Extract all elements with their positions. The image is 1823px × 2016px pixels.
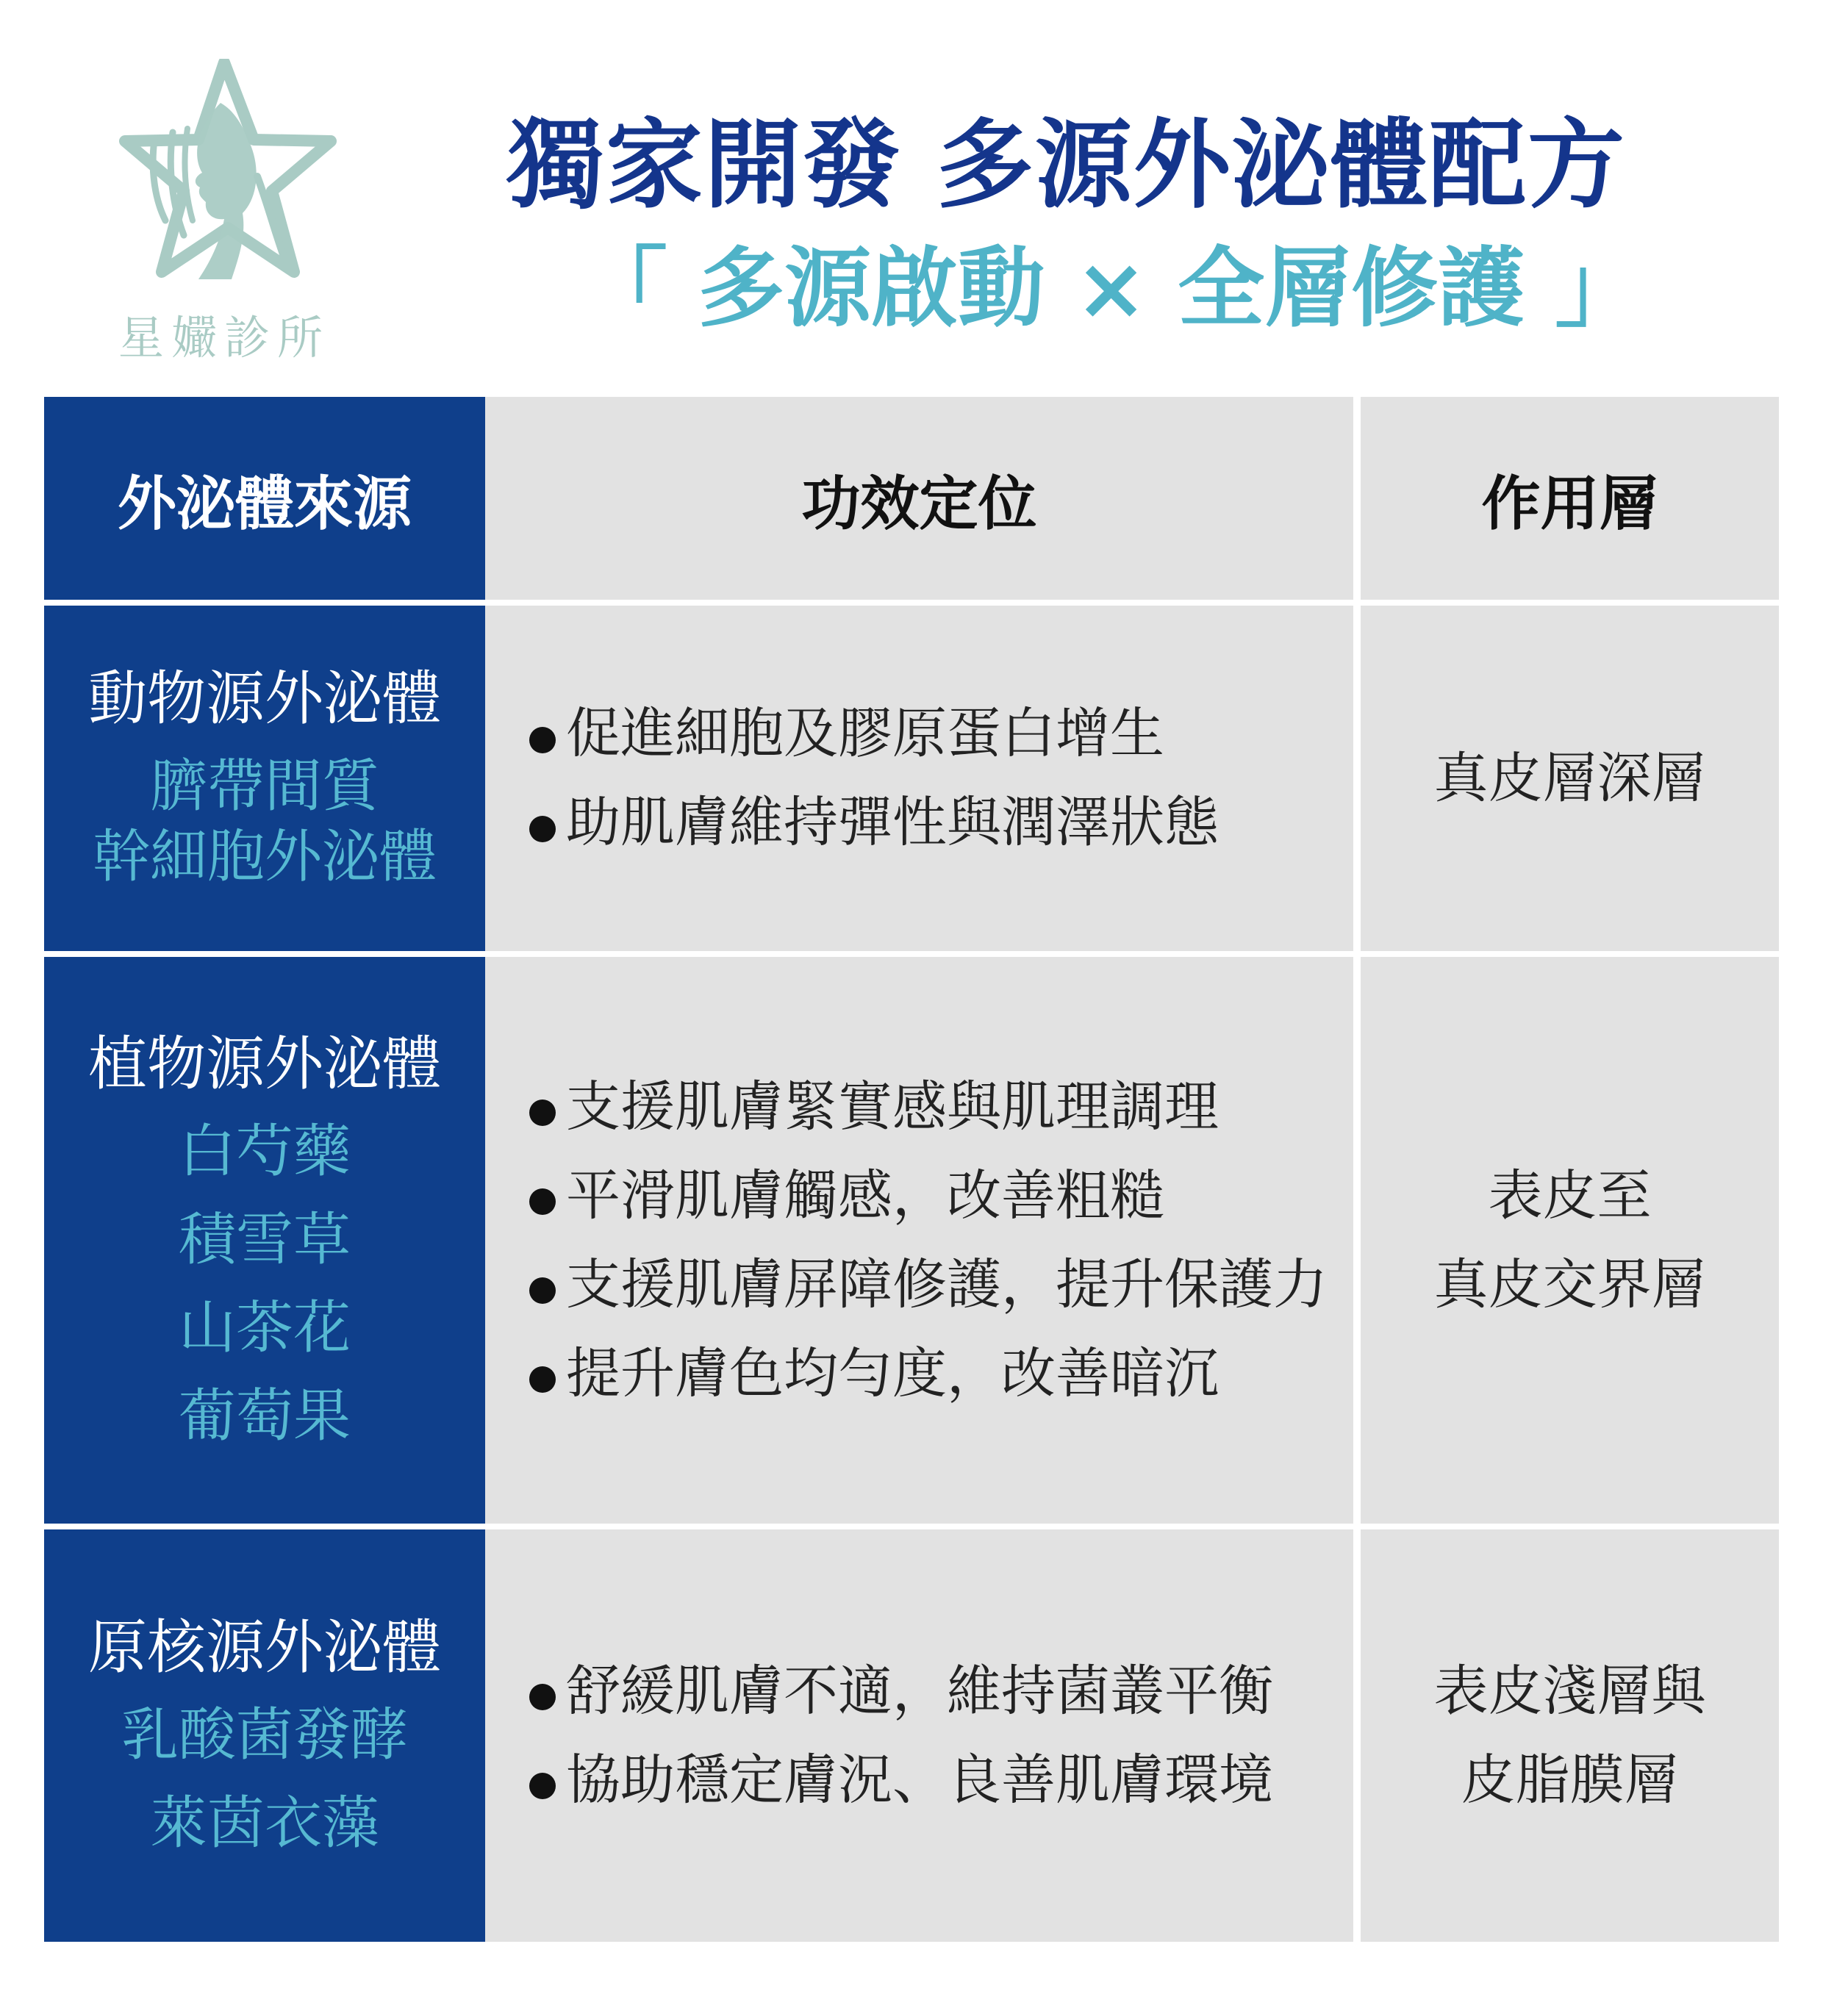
row-1-source [44, 600, 485, 951]
source-sub: 葡萄果 [178, 1382, 351, 1449]
clinic-name: 星孍診所 [118, 311, 330, 365]
bullet-icon [529, 727, 556, 753]
effect-item: 支援肌膚屏障修護，提升保護力 [529, 1241, 1328, 1330]
bullet-icon [529, 1773, 556, 1799]
effect-item: 協助穩定膚況、良善肌膚環境 [529, 1736, 1273, 1825]
row-1-layer [1361, 600, 1779, 951]
layer-text: 表皮至 [1488, 1163, 1652, 1227]
row-3-source [44, 1524, 485, 1942]
row-2-layer [1361, 951, 1779, 1524]
source-sub: 山茶花 [178, 1294, 351, 1361]
page-title: 獨家開發 多源外泌體配方 [507, 109, 1626, 222]
layer-text: 表皮淺層與 [1433, 1659, 1706, 1723]
source-sub: 萊茵衣藻 [149, 1790, 379, 1857]
row-2-source [44, 951, 485, 1524]
effect-item: 平滑肌膚觸感，改善粗糙 [529, 1152, 1164, 1241]
source-sub: 乳酸菌發酵 [121, 1701, 408, 1768]
bullet-icon [529, 1277, 556, 1304]
exosome-table [44, 397, 1779, 1942]
clinic-logo [110, 59, 338, 367]
bullet-icon [529, 1100, 556, 1126]
layer-text: 皮脂膜層 [1461, 1748, 1679, 1812]
row-3-layer [1361, 1524, 1779, 1942]
row-3-effects [485, 1524, 1361, 1942]
source-title: 原核源外泌體 [88, 1613, 441, 1682]
effect-item: 支援肌膚緊實感與肌理調理 [529, 1063, 1219, 1152]
page-subtitle: 「 多源啟動 × 全層修護 」 [581, 237, 1642, 339]
effect-item: 舒緩肌膚不適，維持菌叢平衡 [529, 1647, 1273, 1736]
layer-text: 真皮層深層 [1433, 746, 1706, 810]
header-source: 外泌體來源 [44, 397, 485, 600]
bullet-icon [529, 1188, 556, 1215]
header-layer: 作用層 [1361, 397, 1779, 600]
header-effect: 功效定位 [485, 397, 1361, 600]
row-1-effects [485, 600, 1361, 951]
layer-text: 真皮交界層 [1433, 1252, 1706, 1316]
effect-item: 促進細胞及膠原蛋白增生 [529, 689, 1164, 778]
source-sub: 積雪草 [178, 1206, 351, 1273]
bullet-icon [529, 1366, 556, 1393]
effect-item: 助肌膚維持彈性與潤澤狀態 [529, 778, 1219, 867]
effect-item: 提升膚色均勻度，改善暗沉 [529, 1330, 1219, 1418]
source-sub: 幹細胞外泌體 [92, 824, 437, 890]
star-woman-profile-icon [110, 59, 338, 301]
source-sub: 臍帶間質 [149, 753, 379, 819]
row-2-effects [485, 951, 1361, 1524]
bullet-icon [529, 1684, 556, 1710]
source-title: 植物源外泌體 [88, 1029, 441, 1098]
source-sub: 白芍藥 [178, 1118, 351, 1185]
source-title: 動物源外泌體 [88, 664, 441, 733]
bullet-icon [529, 816, 556, 842]
